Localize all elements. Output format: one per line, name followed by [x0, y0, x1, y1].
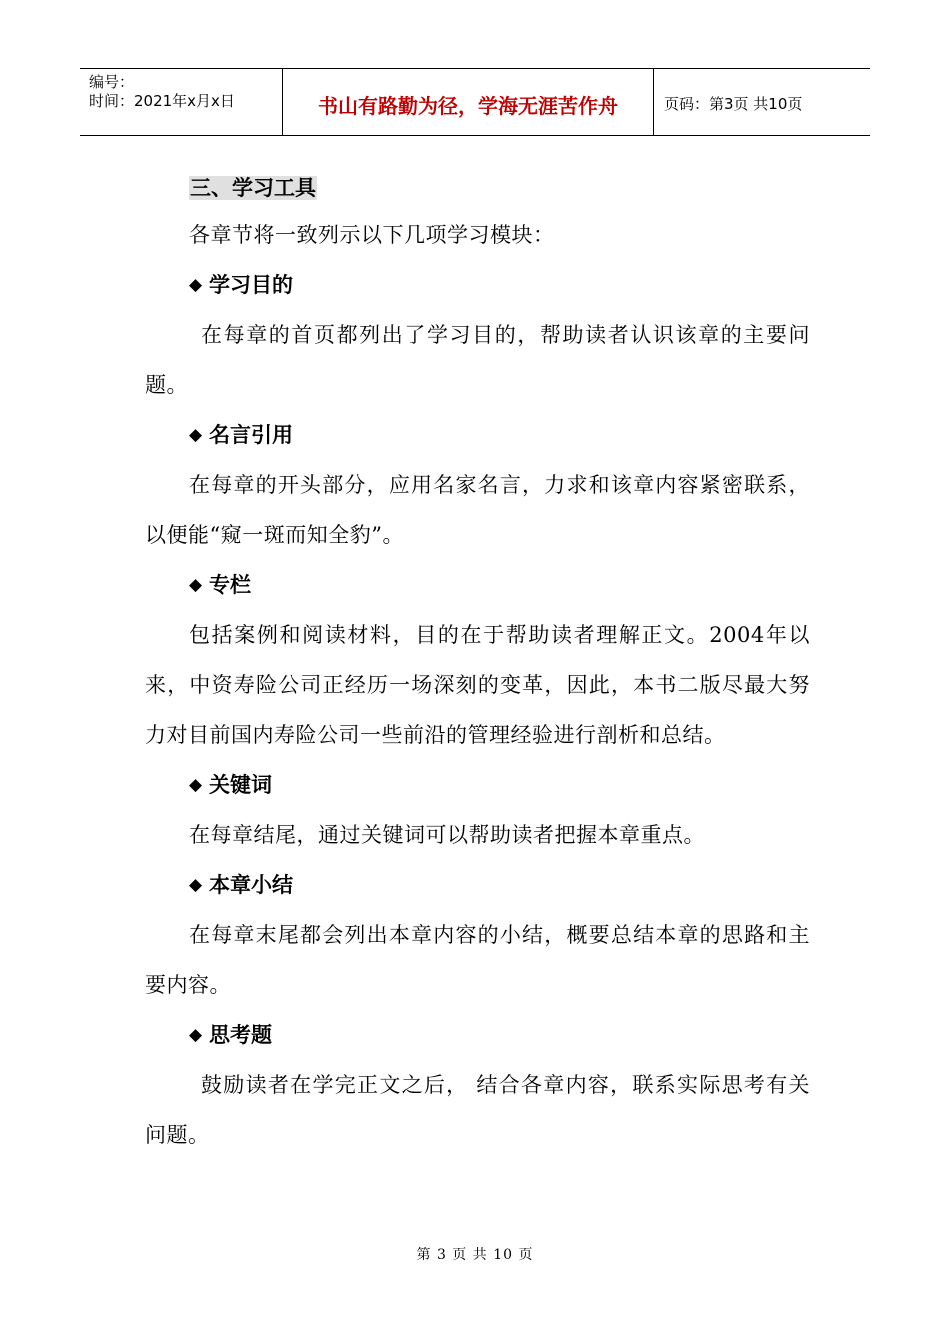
module-heading-keywords: ◆ 关键词	[189, 760, 810, 810]
header-page-info: 页码：第3页 共10页	[664, 94, 803, 113]
diamond-bullet-icon: ◆	[189, 1025, 203, 1045]
module-text-questions: 鼓励读者在学完正文之后， 结合各章内容，联系实际思考有关问题。	[145, 1073, 810, 1147]
module-heading-quotes: ◆ 名言引用	[189, 410, 810, 460]
section-intro: 各章节将一致列示以下几项学习模块：	[189, 223, 555, 247]
diamond-bullet-icon: ◆	[189, 275, 203, 295]
module-text-column: 包括案例和阅读材料，目的在于帮助读者理解正文。2004年以来，中资寿险公司正经历一场深刻的变革，因此，本书二版尽最大努力对目前国内寿险公司一些前沿的管理经验进行剖析和总结。	[145, 623, 810, 747]
page-footer: 第 3 页 共 10 页	[416, 1247, 534, 1263]
module-text-quotes: 在每章的开头部分，应用名家名言，力求和该章内容紧密联系，以便能“窥一斑而知全豹”。	[145, 473, 810, 547]
diamond-bullet-icon: ◆	[189, 425, 203, 445]
date-label: 时间：2021年x月x日	[89, 92, 235, 110]
module-heading-column: ◆ 专栏	[189, 560, 810, 610]
document-body	[145, 160, 810, 1160]
module-heading-summary: ◆ 本章小结	[189, 860, 810, 910]
header-meta	[80, 69, 282, 135]
module-text-objectives: 在每章的首页都列出了学习目的，帮助读者认识该章的主要问题。	[145, 323, 810, 397]
diamond-bullet-icon: ◆	[189, 575, 203, 595]
module-heading-objectives: ◆ 学习目的	[189, 260, 810, 310]
diamond-bullet-icon: ◆	[189, 775, 203, 795]
page-header	[80, 68, 870, 136]
section-title: 三、学习工具	[190, 176, 316, 200]
module-text-summary: 在每章末尾都会列出本章内容的小结，概要总结本章的思路和主要内容。	[145, 923, 810, 997]
header-motto: 书山有路勤为径，学海无涯苦作舟	[282, 69, 654, 135]
module-heading-questions: ◆ 思考题	[189, 1010, 810, 1060]
number-label: 编号：	[89, 73, 135, 91]
module-text-keywords: 在每章结尾，通过关键词可以帮助读者把握本章重点。	[189, 823, 705, 847]
diamond-bullet-icon: ◆	[189, 875, 203, 895]
